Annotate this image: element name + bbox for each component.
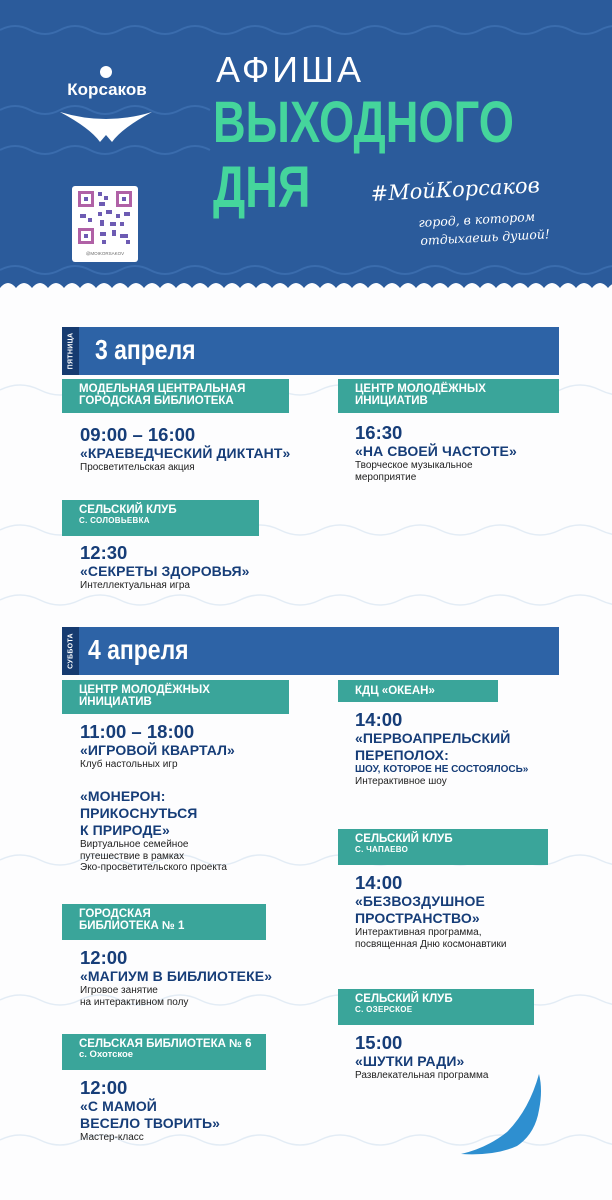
event-description: Игровое занятие на интерактивном полу [80,985,189,1008]
korsakov-logo-icon [56,60,156,145]
venue-name: СЕЛЬСКИЙ КЛУБ [79,504,177,516]
event-description: Клуб настольных игр [80,759,178,770]
venue-central-library [62,379,289,413]
event-description: Интерактивное шоу [355,776,447,787]
event-time: 12:00 [80,947,128,968]
title-line-1: АФИША [216,49,365,90]
event-title: «МАГИУМ В БИБЛИОТЕКЕ» [80,968,273,984]
day-date: 4 апреля [88,634,189,665]
weekday-tag [62,327,79,375]
venue-name: ГОРОДСКАЯ [79,908,151,920]
venue-name: КДЦ «ОКЕАН» [355,685,435,697]
event-title: «МОНЕРОН: ПРИКОСНУТЬСЯ К ПРИРОДЕ» [80,788,198,838]
hashtag[interactable]: #МойКорсаков [370,173,541,206]
venue-name: БИБЛИОТЕКА № 1 [79,920,185,932]
slogan-line-1: город, в котором [418,208,536,230]
event-bezvozdushnoe [355,872,585,950]
qr-code-icon [72,186,138,250]
day-header-saturday [62,627,559,675]
event-description: Творческое музыкальное мероприятие [355,460,473,483]
event-time: 16:30 [355,422,403,443]
event-perepolokh [355,709,585,788]
venue-youth-center [338,379,559,413]
venue-kdc-okean [338,680,498,702]
venue-name: СЕЛЬСКИЙ КЛУБ [355,833,453,845]
title-line-3: ДНЯ [213,155,311,220]
event-description: Просветительская акция [80,462,195,473]
event-time: 14:00 [355,872,403,893]
venue-name: СЕЛЬСКИЙ КЛУБ [355,993,453,1005]
title-line-2: ВЫХОДНОГО [213,90,514,155]
venue-location: с. Охотское [79,1049,134,1060]
event-description: Виртуальное семейное путешествие в рамках Эко-просветительского проекта [80,839,227,873]
venue-club-solovyevka [62,500,259,536]
event-igrovoy-kvartal [80,721,310,771]
venue-name: ИНИЦИАТИВ [79,696,152,708]
event-title: «С МАМОЙ ВЕСЕЛО ТВОРИТЬ» [80,1098,221,1131]
event-description: Интерактивная программа, посвященная Дню космонавтики [355,927,507,950]
venue-youth-center [62,680,289,714]
event-time: 12:00 [80,1077,128,1098]
weekday-label: ПЯТНИЦА [67,332,74,370]
event-title: «НА СВОЕЙ ЧАСТОТЕ» [355,443,517,459]
event-na-svoey-chastote [355,422,585,483]
event-moneron [80,788,310,874]
event-description: Мастер-класс [80,1132,144,1143]
venue-name: ЦЕНТР МОЛОДЁЖНЫХ [79,684,210,696]
event-s-mamoy [80,1077,310,1144]
brand-name: Корсаков [67,80,147,99]
event-subtitle: ШОУ, КОТОРОЕ НЕ СОСТОЯЛОСЬ» [355,764,529,775]
event-kraeved-diktant [80,424,310,474]
day-date: 3 апреля [95,334,196,365]
venue-location: С. ЧАПАЕВО [355,845,409,854]
event-time: 12:30 [80,542,128,563]
event-time: 11:00 – 18:00 [80,721,195,742]
event-magium [80,947,310,1008]
event-time: 14:00 [355,709,403,730]
event-time: 15:00 [355,1032,403,1053]
event-description: Развлекательная программа [355,1070,489,1081]
venue-name: ГОРОДСКАЯ БИБЛИОТЕКА [79,395,234,407]
weekday-tag [62,627,79,675]
venue-club-ozerskoe [338,989,534,1025]
event-sekrety-zdorovya [80,542,310,592]
qr-caption: @MOIKORSAKOV [85,251,125,256]
event-title: «ПЕРВОАПРЕЛЬСКИЙ ПЕРЕПОЛОХ: [355,730,511,763]
event-title: «ШУТКИ РАДИ» [355,1053,465,1069]
header [0,0,612,300]
venue-name: СЕЛЬСКАЯ БИБЛИОТЕКА № 6 [79,1038,252,1050]
event-time: 09:00 – 16:00 [80,424,196,445]
venue-rural-library-6 [62,1034,266,1070]
event-title: «СЕКРЕТЫ ЗДОРОВЬЯ» [80,563,250,579]
event-title: «БЕЗВОЗДУШНОЕ ПРОСТРАНСТВО» [355,893,485,926]
slogan-line-2: отдыхаешь душой! [420,226,551,248]
venue-club-chapaevo [338,829,548,865]
venue-name: МОДЕЛЬНАЯ ЦЕНТРАЛЬНАЯ [79,383,246,395]
whale-tail-decoration-icon [455,1070,550,1160]
weekday-label: СУББОТА [67,633,74,669]
event-description: Интеллектуальная игра [80,580,190,591]
venue-name: ЦЕНТР МОЛОДЁЖНЫХ [355,383,486,395]
venue-city-library-1 [62,904,266,940]
day-header-friday [62,327,559,375]
venue-location: С. ОЗЕРСКОЕ [355,1005,413,1014]
event-title: «ИГРОВОЙ КВАРТАЛ» [80,742,235,758]
venue-name: ИНИЦИАТИВ [355,395,428,407]
venue-location: С. СОЛОВЬЕВКА [79,516,150,525]
event-title: «КРАЕВЕДЧЕСКИЙ ДИКТАНТ» [80,445,291,461]
